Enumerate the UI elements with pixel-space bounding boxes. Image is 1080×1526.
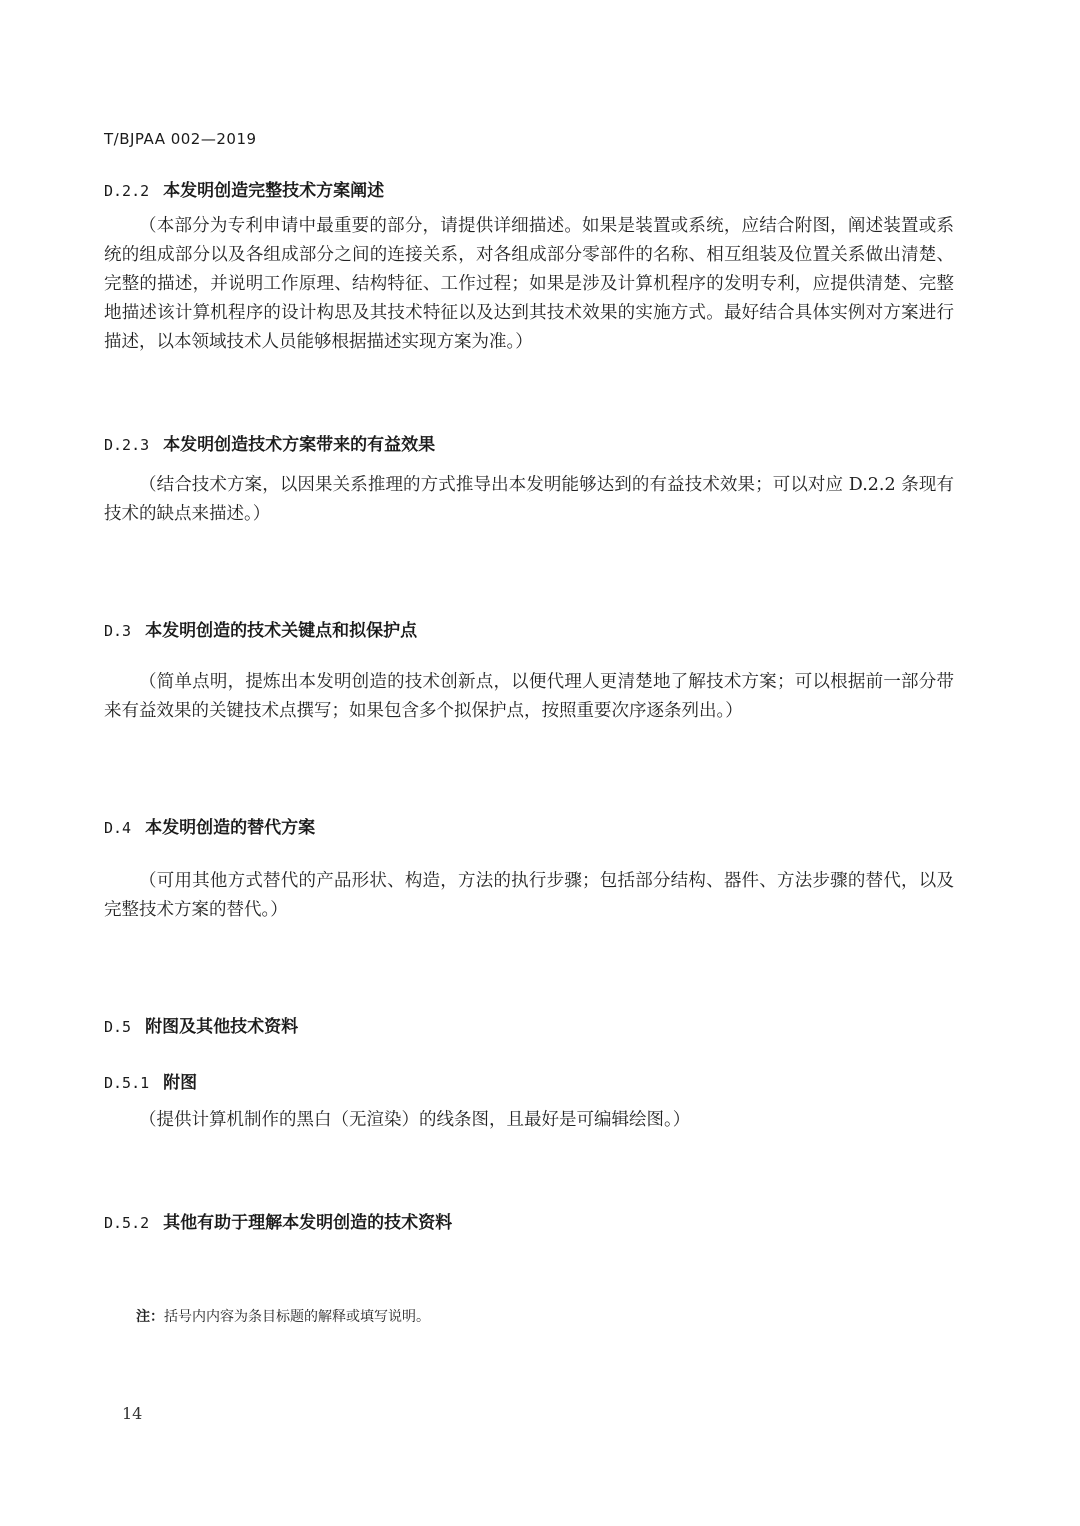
section-heading-d3 — [104, 616, 417, 641]
section-heading-d5 — [104, 1012, 298, 1037]
section-body-d51: （提供计算机制作的黑白（无渲染）的线条图，且最好是可编辑绘图。） — [139, 1110, 691, 1130]
section-title: 本发明创造完整技术方案阐述 — [163, 181, 385, 201]
section-number: D.4 — [104, 819, 132, 837]
section-number: D.2.3 — [104, 436, 150, 454]
section-body-d23: （结合技术方案，以因果关系推理的方式推导出本发明能够达到的有益技术效果；可以对应 D.2.2 条现有技术的缺点来描述。） — [104, 475, 954, 524]
section-title: 附图 — [163, 1073, 198, 1093]
section-title: 本发明创造的技术关键点和拟保护点 — [145, 621, 418, 641]
section-number: D.5 — [104, 1018, 132, 1036]
section-number: D.5.1 — [104, 1074, 150, 1092]
section-number: D.2.2 — [104, 182, 150, 200]
section-number: D.5.2 — [104, 1214, 150, 1232]
section-heading-d4 — [104, 813, 315, 838]
document-code: T/BJPAA 002—2019 — [104, 130, 257, 148]
section-body-d3: （简单点明，提炼出本发明创造的技术创新点，以便代理人更清楚地了解技术方案；可以根据前一部分带来有益效果的关键技术点撰写；如果包含多个拟保护点，按照重要次序逐条列出。） — [104, 672, 954, 721]
footnote-label: 注： — [136, 1309, 164, 1325]
section-heading-d52 — [104, 1208, 452, 1233]
footnote — [136, 1306, 430, 1326]
section-number: D.3 — [104, 622, 132, 640]
section-body-d4: （可用其他方式替代的产品形状、构造，方法的执行步骤；包括部分结构、器件、方法步骤的替代，以及完整技术方案的替代。） — [104, 871, 954, 920]
section-heading-d23 — [104, 430, 435, 455]
section-heading-d51 — [104, 1068, 197, 1093]
page-number: 14 — [122, 1404, 143, 1423]
footnote-text: 括号内内容为条目标题的解释或填写说明。 — [164, 1309, 430, 1325]
section-title: 其他有助于理解本发明创造的技术资料 — [163, 1213, 453, 1233]
section-title: 附图及其他技术资料 — [145, 1017, 299, 1037]
section-body-d22: （本部分为专利申请中最重要的部分，请提供详细描述。如果是装置或系统，应结合附图，阐述装置或系统的组成部分以及各组成部分之间的连接关系，对各组成部分零部件的名称、相互组装及位置关系做出清楚、完整的描述，并说明工作原理、结构特征、工作过程；如果是涉及计算机程序的发明专利，应提供清楚、完整地描述该计算机程序的设计构思及其技术特征以及达到其技术效果的实施方式。最好结合具体实例对方案进行描述，以本领域技术人员能够根据描述实现方案为准。） — [104, 216, 954, 352]
section-heading-d22 — [104, 176, 384, 201]
section-title: 本发明创造的替代方案 — [145, 818, 316, 838]
section-title: 本发明创造技术方案带来的有益效果 — [163, 435, 436, 455]
